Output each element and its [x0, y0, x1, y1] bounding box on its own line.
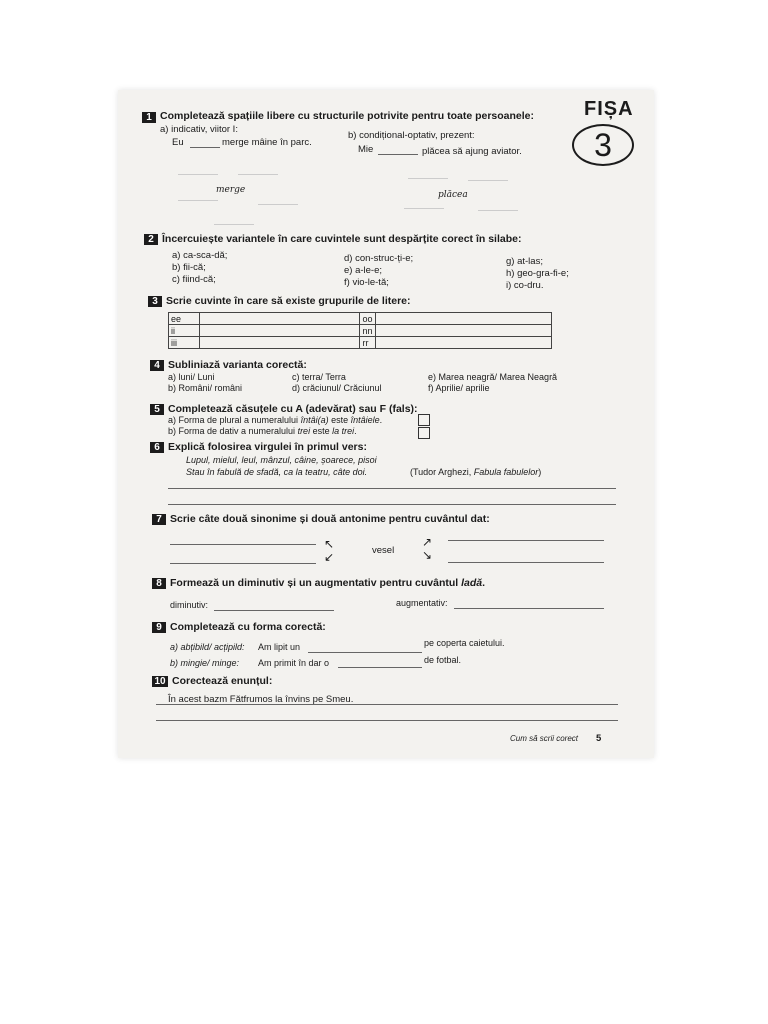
question-6-title: Explică folosirea virgulei în primul vers:	[168, 441, 367, 453]
q1-blank-line[interactable]	[468, 180, 508, 181]
q1-blank-line[interactable]	[238, 174, 278, 175]
table-cell: rr	[360, 337, 375, 349]
q2-option[interactable]: f) vio-le-tă;	[344, 277, 389, 288]
q1-a-blank[interactable]	[190, 147, 220, 148]
table-cell: ii	[169, 325, 200, 337]
q10-answer-line[interactable]	[156, 704, 618, 705]
q10-sentence: În acest bazm Fătfrumos la învins pe Smeu.	[168, 694, 354, 705]
q9-a-end: pe coperta caietului.	[424, 638, 505, 648]
antonym-line[interactable]	[448, 562, 604, 563]
q5-a-text: a) Forma de plural a numeralului	[168, 415, 301, 425]
synonym-line[interactable]	[170, 563, 316, 564]
q5-b-form: la trei	[332, 426, 355, 436]
q2-option[interactable]: a) ca-sca-dă;	[172, 250, 228, 261]
diminutive-line[interactable]	[214, 610, 334, 611]
q5-a-text: .	[379, 415, 383, 425]
q4-option[interactable]: a) luni/ Luni	[168, 372, 215, 382]
sheet-number: 3	[572, 124, 634, 166]
answer-cell[interactable]	[199, 325, 360, 337]
q6-source	[410, 467, 541, 477]
q4-option[interactable]: e) Marea neagră/ Marea Neagră	[428, 372, 558, 382]
q1-blank-line[interactable]	[258, 204, 298, 205]
q5-a-form: întâiele	[350, 415, 380, 425]
question-4-title: Subliniază varianta corectă:	[168, 359, 307, 371]
q6-source-text: (Tudor Arghezi,	[410, 467, 474, 477]
table-cell: iii	[169, 337, 200, 349]
worksheet-page	[118, 90, 654, 758]
question-9-title: Completează cu forma corectă:	[170, 621, 326, 633]
q1-blank-line[interactable]	[178, 174, 218, 175]
q9-b-label: b) mingie/ minge:	[170, 658, 240, 668]
q9-b-blank[interactable]	[338, 667, 422, 668]
q1-a-pronoun: Eu	[172, 137, 184, 148]
page-number: 5	[596, 733, 602, 744]
q1-blank-line[interactable]	[478, 210, 518, 211]
sheet-title: FIȘA	[584, 98, 634, 120]
q5-a-text: este	[328, 415, 351, 425]
answer-cell[interactable]	[375, 325, 551, 337]
q9-a-blank[interactable]	[308, 652, 422, 653]
augmentative-label: augmentativ:	[396, 598, 448, 608]
question-number-6: 6	[150, 442, 164, 453]
q8-title-text: Formează un diminutiv și un augmentativ pentru cuvântul	[170, 577, 462, 589]
q5-a-checkbox[interactable]	[418, 414, 430, 426]
question-number-4: 4	[150, 360, 164, 371]
diminutive-label: diminutiv:	[170, 600, 209, 610]
q6-source-title: Fabula fabulelor	[473, 467, 539, 477]
q4-option[interactable]: c) terra/ Terra	[292, 372, 346, 382]
arrow-left-up-icon: ↖	[324, 537, 335, 551]
arrow-right-up-icon: ↗	[422, 535, 433, 549]
q2-option[interactable]: g) at-las;	[506, 256, 543, 267]
q7-word: vesel	[372, 545, 395, 556]
question-8-title	[170, 577, 485, 589]
book-title: Cum să scrii corect	[510, 734, 579, 743]
q6-verse-2: Stau în fabulă de sfadă, ca la teatru, câte doi.	[186, 467, 368, 477]
table-cell: nn	[360, 325, 375, 337]
q1-b-verb: plăcea să ajung aviator.	[422, 146, 522, 157]
question-number-9: 9	[152, 622, 166, 633]
q6-answer-line[interactable]	[168, 504, 616, 505]
q1-a-label: a) indicativ, viitor I:	[160, 124, 238, 135]
question-number-2: 2	[144, 234, 158, 245]
q6-verse-1: Lupul, mielul, leul, mânzul, câine, șoarece, pisoi	[186, 455, 377, 465]
question-7-title: Scrie câte două sinonime și două antonime pentru cuvântul dat:	[170, 513, 490, 525]
q2-option[interactable]: h) geo-gra-fi-e;	[506, 268, 569, 279]
q5-b-checkbox[interactable]	[418, 427, 430, 439]
letter-groups-table	[168, 312, 552, 349]
q2-option[interactable]: b) fii-că;	[172, 262, 206, 273]
question-3-title: Scrie cuvinte în care să existe grupurile de litere:	[166, 295, 411, 307]
q1-blank-line[interactable]	[214, 224, 254, 225]
q1-blank-line[interactable]	[404, 208, 444, 209]
q9-a-label: a) abțibild/ acțipild:	[170, 642, 245, 652]
question-2-title: Încercuiește variantele în care cuvintele sunt despărțite corect în silabe:	[162, 233, 522, 245]
q1-a-verb: merge mâine în parc.	[222, 137, 312, 148]
q5-statement-b	[168, 426, 357, 436]
table-row	[169, 325, 552, 337]
q9-b-end: de fotbal.	[424, 655, 462, 665]
q2-option[interactable]: d) con-struc-ți-e;	[344, 253, 414, 264]
augmentative-line[interactable]	[454, 608, 604, 609]
table-cell: oo	[360, 313, 375, 325]
table-cell: ee	[169, 313, 200, 325]
question-number-1: 1	[142, 112, 156, 123]
question-5-title: Completează căsuțele cu A (adevărat) sau F (fals):	[168, 403, 418, 415]
q1-a-handwritten: merge	[216, 185, 246, 195]
q1-blank-line[interactable]	[178, 200, 218, 201]
q5-b-text: este	[310, 426, 333, 436]
question-10-title: Corectează enunțul:	[172, 675, 273, 687]
question-number-10: 10	[152, 676, 168, 687]
table-row	[169, 313, 552, 325]
q5-b-text: .	[354, 426, 357, 436]
antonym-line[interactable]	[448, 540, 604, 541]
q9-a-text: Am lipit un	[258, 642, 301, 652]
q1-b-blank[interactable]	[378, 154, 418, 155]
q6-source-text: )	[538, 467, 542, 477]
question-number-8: 8	[152, 578, 166, 589]
question-1-title: Completează spațiile libere cu structurile potrivite pentru toate persoanele:	[160, 110, 535, 122]
answer-cell[interactable]	[375, 337, 551, 349]
q5-b-numeral: trei	[297, 426, 311, 436]
q1-b-label: b) condițional-optativ, prezent:	[348, 130, 475, 141]
q4-option[interactable]: b) Români/ români	[168, 383, 243, 393]
q9-b-text: Am primit în dar o	[258, 658, 330, 668]
q4-option[interactable]: d) crăciunul/ Crăciunul	[292, 383, 382, 393]
q2-option[interactable]: i) co-dru.	[506, 280, 544, 291]
q5-statement-a	[168, 415, 382, 425]
answer-cell[interactable]	[199, 313, 360, 325]
answer-cell[interactable]	[199, 337, 360, 349]
q1-blank-line[interactable]	[408, 178, 448, 179]
question-number-5: 5	[150, 404, 164, 415]
question-number-7: 7	[152, 514, 166, 525]
q5-b-text: b) Forma de dativ a numeralului	[168, 426, 298, 436]
arrow-left-down-icon: ↙	[324, 550, 335, 564]
q8-title-word: ladă	[461, 577, 483, 589]
table-row	[169, 337, 552, 349]
q8-title-text: .	[482, 577, 486, 589]
synonym-line[interactable]	[170, 544, 316, 545]
q2-option[interactable]: c) fiind-că;	[172, 274, 216, 285]
q4-option[interactable]: f) Aprilie/ aprilie	[428, 383, 490, 393]
q10-answer-line[interactable]	[156, 720, 618, 721]
q1-b-pronoun: Mie	[358, 144, 374, 155]
q1-b-handwritten: plăcea	[438, 190, 468, 200]
q2-option[interactable]: e) a-le-e;	[344, 265, 383, 276]
q5-a-numeral: întâi(a)	[300, 415, 329, 425]
answer-cell[interactable]	[375, 313, 551, 325]
arrow-right-down-icon: ↘	[422, 548, 433, 562]
question-number-3: 3	[148, 296, 162, 307]
q6-answer-line[interactable]	[168, 488, 616, 489]
